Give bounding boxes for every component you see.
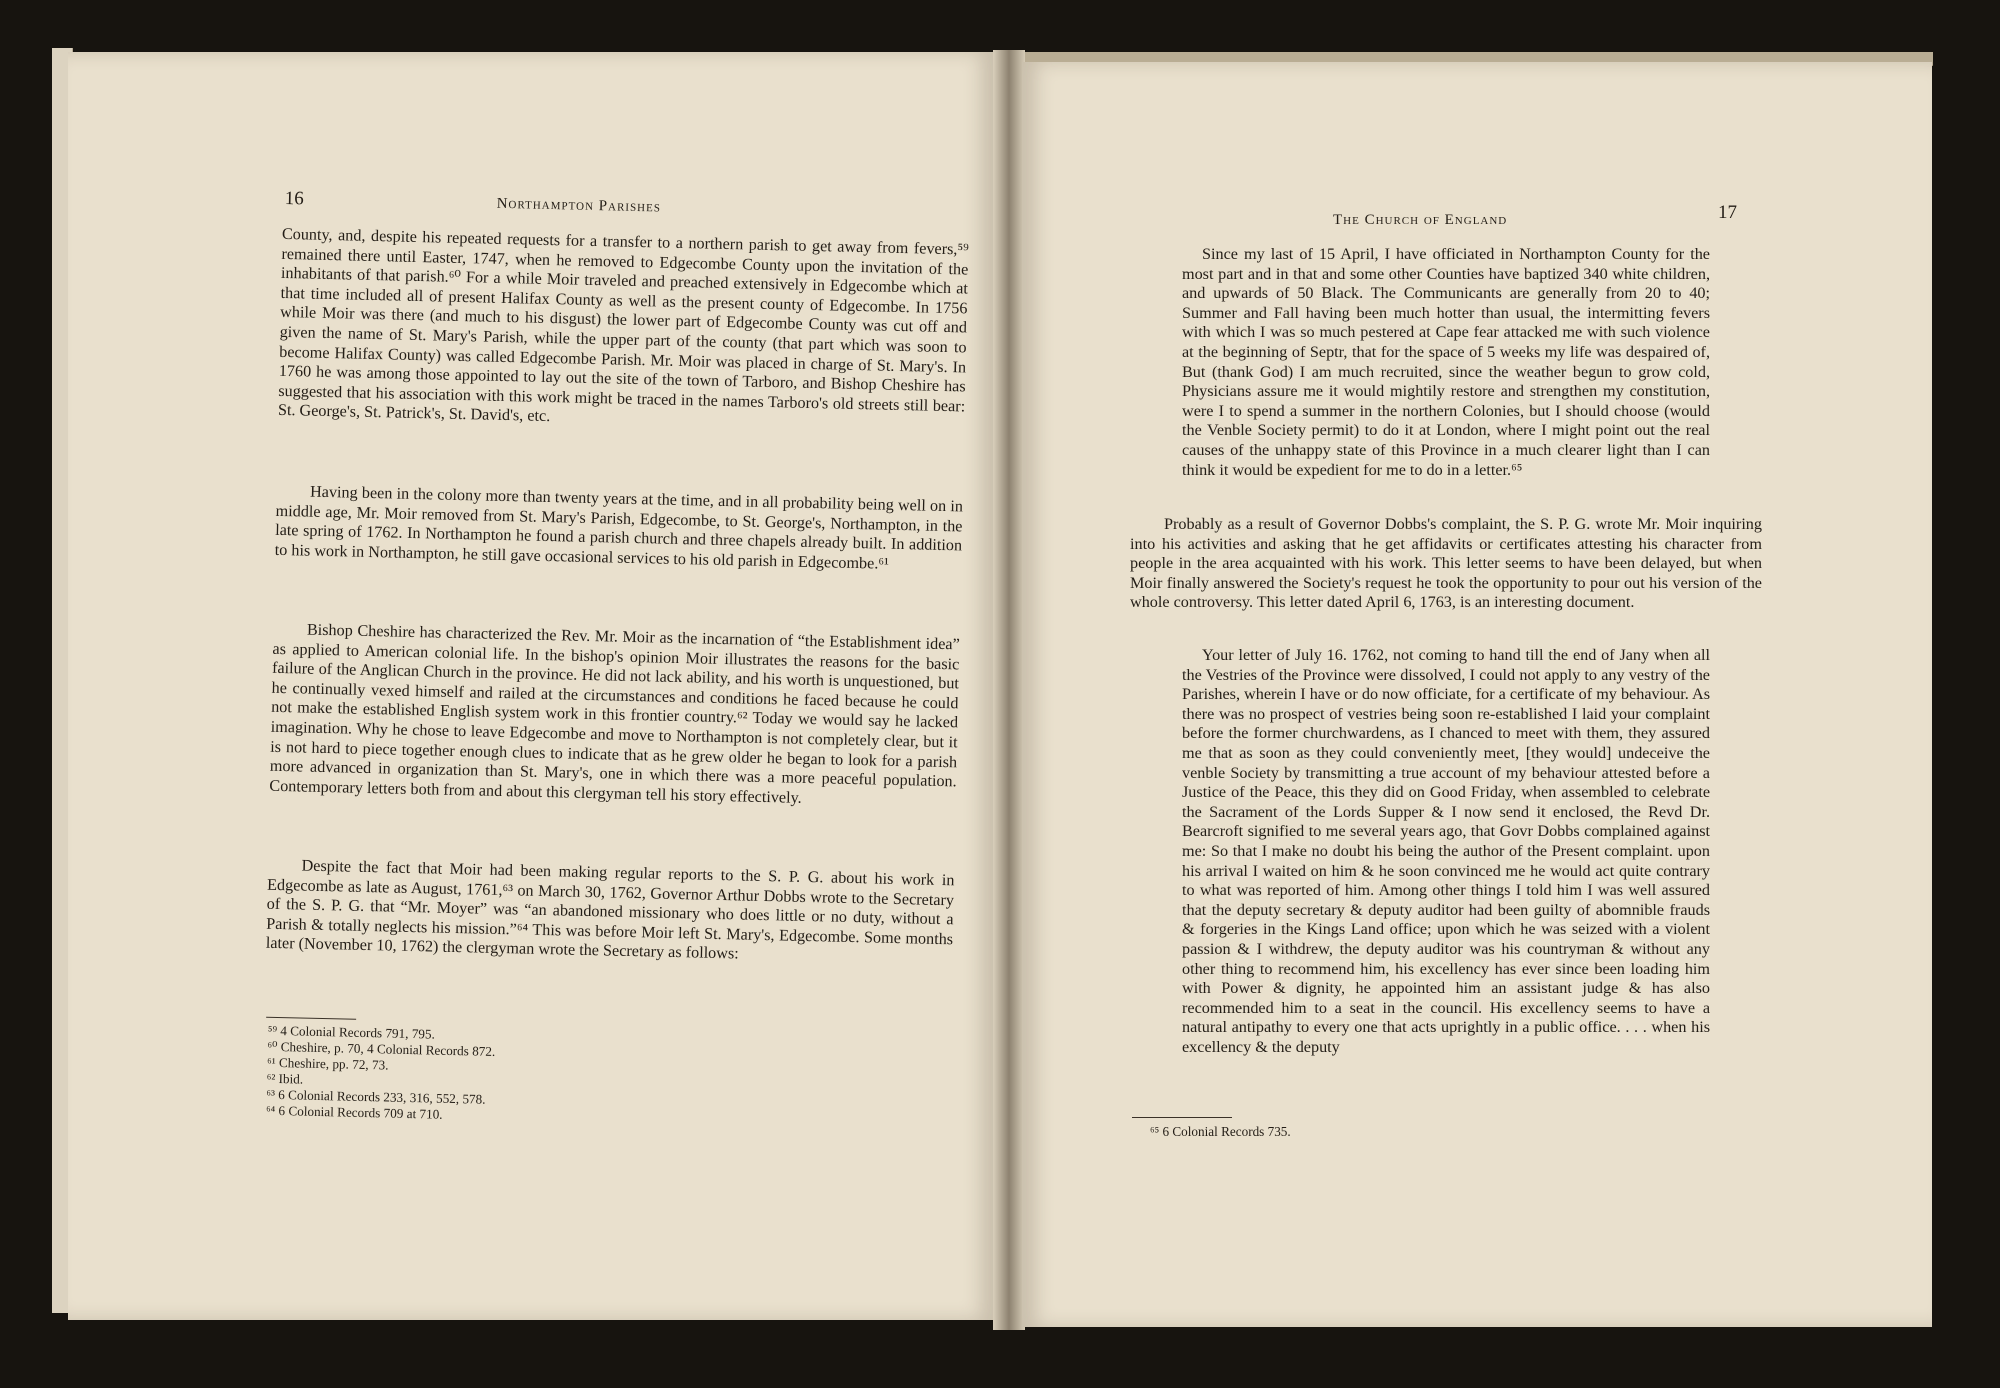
left-page	[68, 52, 995, 1320]
left-paragraph-1: County, and, despite his repeated requests for a transfer to a northern parish to get away from fevers,⁵⁹ remained there until Easter, 1747, when he removed to Edgecombe County upon the invitation of the inhabitants of that parish.⁶⁰ For a while Moir traveled and preached extensively in Edgecombe which at that time included all of present Halifax County as well as the present county of Edgecombe. In 1756 while Moir was there (and much to his disgust) the lower part of Edgecombe County was cut off and given the name of St. Mary's Parish, while the upper part of the county (that part which was soon to become Halifax County) was called Edgecombe Parish. Mr. Moir was placed in charge of St. Mary's. In 1760 he was among those appointed to lay out the site of the town of Tarboro, and Bishop Cheshire has suggested that his association with this work might be traced in the names Tarboro's old streets still bear: St. George's, St. Patrick's, St. David's, etc.	[277, 224, 969, 426]
footnote: ⁶⁰ Cheshire, p. 70, 4 Colonial Records 872.	[267, 1038, 496, 1059]
footnotes-left	[266, 1023, 688, 1129]
left-paragraph-4: Despite the fact that Moir had been making regular reports to the S. P. G. about his work in Edgecombe as late as August, 1761,⁶³ on March 30, 1762, Governor Arthur Dobbs wrote to the Secretary of the S. P. G. that “Mr. Moyer” was “an abandoned missionary who does little or no duty, without a Parish & totally neglects his mission.”⁶⁴ This was before Moir left St. Mary's, Edgecombe. Some months later (November 10, 1762) the clergyman wrote the Secretary as follows:	[265, 856, 955, 963]
footnote: ⁵⁹ 4 Colonial Records 791, 795.	[267, 1022, 436, 1042]
footnotes-right	[1150, 1124, 1450, 1140]
page-number-left: 16	[284, 187, 304, 210]
left-paragraph-3: Bishop Cheshire has characterized the Rev. Mr. Moir as the incarnation of “the Establishment idea” as applied to American colonial life. In the bishop's opinion Moir illustrates the reasons for the basic failure of the Anglican Church in the province. He did not lack ability, and his worth is unquestioned, but he continually vexed himself and railed at the circumstances and conditions he faced because he could not make the established English system work in this frontier country.⁶² Today we would say he lacked imagination. Why he chose to leave Edgecombe and move to Northampton is not completely clear, but it is not hard to piece together enough clues to indicate that as he grew older he began to look for a parish more advanced in organization than St. Mary's, one in which there was a more peaceful population. Contemporary letters both from and about this clergyman tell his story effectively.	[269, 620, 960, 807]
page-number-right: 17	[1718, 202, 1737, 223]
book-gutter	[993, 50, 1025, 1330]
right-quote-1: Since my last of 15 April, I have officiated in Northampton County for the most part and in that and some other Counties have baptized 340 white children, and upwards of 50 Black. The Communicants are generally from 20 to 40; Summer and Fall having been much hotter than usual, the intermitting fevers with which I was so much pestered at Cape fear attacked me with such violence at the beginning of Septr, that for the space of 5 weeks my life was despaired of, But (thank God) I am much recruited, since the weather begun to grow cold, Physicians assure me it would mightily restore and strengthen my constitution, were I to spend a summer in the northern Colonies, but I should choose (would the Venble Society permit) to do it at London, where I might point out the real causes of the unhappy state of this Province in a much clearer light than I can think it would be expedient for me to do in a letter.⁶⁵	[1182, 245, 1710, 479]
footnote-rule-left	[266, 1017, 356, 1020]
running-head-left: Northampton Parishes	[496, 195, 662, 216]
right-quote-2: Your letter of July 16. 1762, not coming to hand till the end of Jany when all the Vestries of the Province were dissolved, I could not apply to any vestry of the Parishes, wherein I have or do now officiate, for a certificate of my behaviour. As there was no prospect of vestries being soon re-established I laid your complaint before the former churchwardens, as I chanced to meet with them, they assured me that as soon as they could conveniently meet, [they would] undeceive the venble Society by transmitting a true account of my behaviour attested before a Justice of the Peace, this they did on Good Friday, when assembled to celebrate the Sacrament of the Lords Supper & I now send it enclosed, the Revd Dr. Bearcroft signified to me several years ago, that Govr Dobbs complained against me: So that I make no doubt his being the author of the Present complaint. upon his arrival I waited on him & he soon convinced me he would act quite contrary to what was reported of him. Among other things I told him I was well assured that the deputy secretary & deputy auditor had been guilty of abomnible frauds & forgeries in the Kings Land office; upon which he was seized with a violent passion & I withdrew, the deputy auditor was his countryman & without any other thing to recommend him, his excellency has ever since been loading him with Power & dignity, he appointed him an assistant judge & has also recommended him to a seat in the council. His excellency seems to have a natural antipathy to every one that acts uprightly in a public office. . . . when his excellency & the deputy	[1182, 646, 1710, 1056]
footnote: ⁶⁴ 6 Colonial Records 709 at 710.	[265, 1102, 443, 1122]
right-paragraph: Probably as a result of Governor Dobbs's complaint, the S. P. G. wrote Mr. Moir inquiring into his activities and asking that he get affidavits or certificates attesting his character from people in the area acquainted with his work. This letter seems to have been delayed, but when Moir finally answered the Society's request he took the opportunity to pour out his version of the whole controversy. This letter dated April 6, 1763, is an interesting document.	[1130, 515, 1762, 612]
running-head-right: The Church of England	[1333, 212, 1508, 228]
footnote: ⁶² Ibid.	[266, 1070, 304, 1087]
footnote-rule-right	[1132, 1117, 1232, 1118]
footnote: ⁶⁵ 6 Colonial Records 735.	[1150, 1124, 1291, 1139]
footnote: ⁶³ 6 Colonial Records 233, 316, 552, 578.	[266, 1086, 486, 1107]
left-page-text-block	[68, 52, 995, 1320]
left-paragraph-2: Having been in the colony more than twenty years at the time, and in all probability being well on in middle age, Mr. Moir removed from St. Mary's Parish, Edgecombe, to St. George's, Northampton, in the late spring of 1762. In Northampton he found a parish church and three chapels already built. In addition to his work in Northampton, he still gave occasional services to his old parish in Edgecombe.⁶¹	[274, 482, 964, 573]
footnote: ⁶¹ Cheshire, pp. 72, 73.	[266, 1054, 389, 1073]
right-page	[1022, 62, 1932, 1327]
